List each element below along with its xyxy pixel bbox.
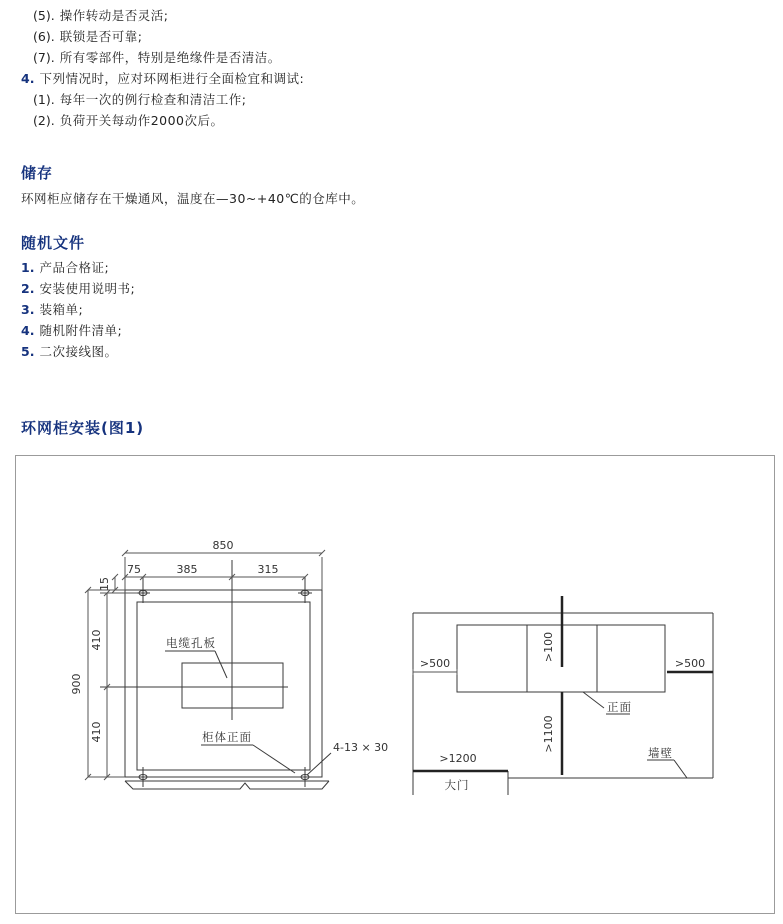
clearance-front-label: >1100 <box>542 715 555 753</box>
wall-label: 墙壁 <box>648 746 673 760</box>
list-item <box>21 71 304 87</box>
item-number: (7). <box>33 50 55 65</box>
section-heading-storage: 储存 <box>21 164 54 182</box>
clearance-left-label: >500 <box>419 657 451 670</box>
list-item <box>21 323 122 339</box>
item-text: 负荷开关每动作2000次后。 <box>59 113 224 128</box>
label-leaders <box>165 651 331 775</box>
dim-850 <box>122 550 325 590</box>
item-text: 所有零部件，特别是绝缘件是否清洁。 <box>59 50 281 65</box>
storage-paragraph: 环网柜应储存在干燥通风，温度在—30~+40℃的仓库中。 <box>21 191 365 206</box>
door-label: 大门 <box>444 778 470 792</box>
dim-label-75: 75 <box>127 563 141 576</box>
item-text: 装箱单; <box>39 302 84 317</box>
item-number: 2. <box>21 281 35 296</box>
dim-hole-row <box>122 574 308 580</box>
dim-410-pair <box>100 590 137 780</box>
dim-900 <box>85 587 125 780</box>
item-number: (5). <box>33 8 55 23</box>
item-number: (1). <box>33 92 55 107</box>
list-item <box>21 260 109 276</box>
item-text: 安装使用说明书; <box>39 281 136 296</box>
front-label: 正面 <box>607 700 632 714</box>
base-strip <box>125 781 329 789</box>
item-text: 操作转动是否灵活; <box>59 8 169 23</box>
mounting-holes <box>136 577 312 787</box>
item-number: 4. <box>21 323 35 338</box>
label-leaders <box>583 692 687 778</box>
dim-label-410-bottom: 410 <box>90 721 103 743</box>
section-heading-documents: 随机文件 <box>21 234 86 252</box>
list-item <box>33 8 168 24</box>
dim-label-385: 385 <box>176 563 198 576</box>
dim-label-315: 315 <box>257 563 279 576</box>
list-item <box>21 302 83 318</box>
item-number: 3. <box>21 302 35 317</box>
cabinet-front-label: 柜体正面 <box>202 730 252 744</box>
room-placement-view <box>413 596 713 795</box>
list-item <box>33 50 281 66</box>
figure-1-box <box>15 455 775 914</box>
cabinet-footprint-view <box>85 550 331 789</box>
clearance-right-label: >500 <box>674 657 706 670</box>
list-item <box>21 344 117 360</box>
section-heading-installation: 环网柜安装(图1) <box>21 419 145 437</box>
installation-diagram <box>16 456 774 913</box>
item-text: 二次接线图。 <box>39 344 118 359</box>
list-item <box>33 113 224 129</box>
item-text: 随机附件清单; <box>39 323 123 338</box>
list-item <box>33 92 246 108</box>
list-item <box>33 29 142 45</box>
dim-label-15: 15 <box>98 577 111 591</box>
item-text: 联锁是否可靠; <box>59 29 143 44</box>
cable-plate-label: 电缆孔板 <box>166 636 216 650</box>
item-number: (2). <box>33 113 55 128</box>
item-text: 每年一次的例行检查和清洁工作; <box>59 92 247 107</box>
item-number: 5. <box>21 344 35 359</box>
door-width-label: >1200 <box>439 752 477 765</box>
item-text: 下列情况时，应对环网柜进行全面检宜和调试: <box>39 71 305 86</box>
item-number: 1. <box>21 260 35 275</box>
dim-label-900: 900 <box>70 673 83 695</box>
dim-label-410-top: 410 <box>90 629 103 651</box>
item-number: (6). <box>33 29 55 44</box>
holes-spec-label: 4-13 × 30 <box>333 741 389 754</box>
list-item <box>21 281 135 297</box>
dim-label-850: 850 <box>212 539 234 552</box>
item-text: 产品合格证; <box>39 260 110 275</box>
item-number: 4. <box>21 71 35 86</box>
clearance-back-label: >100 <box>542 631 555 663</box>
